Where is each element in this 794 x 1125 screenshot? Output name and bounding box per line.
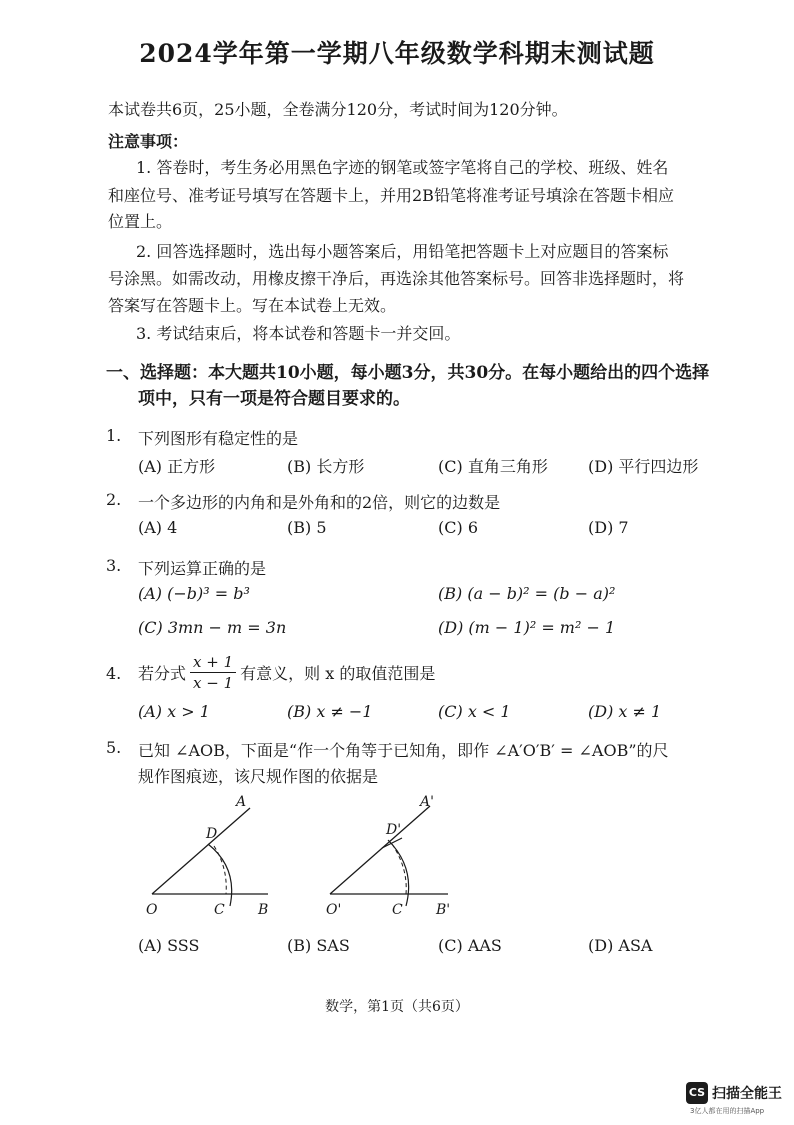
section-1-heading-line-2: 项中，只有一项是符合题目要求的。 (138, 389, 410, 409)
page-footer: 数学，第1页（共6页） (325, 999, 469, 1015)
question-4-fraction (190, 653, 236, 692)
question-2-stem: 一个多边形的内角和是外角和的2倍，则它的边数是 (138, 493, 501, 512)
question-3-option-d: (D) (m − 1)² = m² − 1 (438, 618, 616, 637)
question-2-option-c: (C) 6 (438, 518, 478, 537)
figure-angle-a-prime-o-prime-b-prime (326, 794, 450, 918)
question-4-option-a: (A) x > 1 (138, 702, 210, 721)
label-o-prime: O' (326, 902, 342, 918)
dashed-arc (214, 846, 226, 894)
dashed-arc-prime (392, 844, 406, 894)
label-b: B (258, 902, 269, 918)
question-1-option-b: (B) 长方形 (287, 457, 365, 476)
fraction-denominator: x − 1 (193, 673, 234, 692)
ray-oa (152, 808, 250, 894)
question-3-number: 3. (106, 556, 122, 575)
exam-intro: 本试卷共6页，25小题，全卷满分120分，考试时间为120分钟。 (108, 100, 568, 119)
question-4-stem-prefix: 若分式 (138, 663, 187, 683)
notice-2-line-3: 答案写在答题卡上。写在本试卷上无效。 (108, 296, 397, 315)
section-1-heading-line-1: 一、选择题：本大题共10小题，每小题3分，共30分。在每小题给出的四个选择 (106, 363, 710, 383)
question-3-stem: 下列运算正确的是 (138, 559, 267, 578)
label-c-prime: C (392, 902, 403, 918)
page-title: 2024学年第一学期八年级数学科期末测试题 (139, 39, 655, 68)
question-3-option-a: (A) (−b)³ = b³ (138, 584, 250, 603)
question-5-option-a: (A) SSS (138, 936, 200, 955)
question-1-option-c: (C) 直角三角形 (438, 457, 548, 476)
question-1-option-d: (D) 平行四边形 (588, 457, 699, 476)
label-c: C (214, 902, 225, 918)
label-d: D (206, 826, 218, 842)
question-5-option-c: (C) AAS (438, 936, 502, 955)
question-4-option-d: (D) x ≠ 1 (588, 702, 662, 721)
notice-1-line-1: 1. 答卷时，考生务必用黑色字迹的钢笔或签字笔将自己的学校、班级、姓名 (136, 158, 669, 177)
question-1-option-a: (A) 正方形 (138, 457, 216, 476)
question-5-option-b: (B) SAS (287, 936, 350, 955)
label-o: O (146, 902, 158, 918)
question-1-stem: 下列图形有稳定性的是 (138, 429, 299, 448)
notice-1-line-2: 和座位号、准考证号填写在答题卡上，并用2B铅笔将准考证号填涂在答题卡相应 (108, 186, 674, 205)
question-5-option-d: (D) ASA (588, 936, 653, 955)
question-4-option-c: (C) x < 1 (438, 702, 511, 721)
construction-arc-prime (388, 840, 409, 906)
question-5-number: 5. (106, 738, 122, 757)
question-2-option-b: (B) 5 (287, 518, 327, 537)
fraction-numerator: x + 1 (190, 653, 236, 673)
question-5-stem-line-2: 规作图痕迹，该尺规作图的依据是 (138, 767, 379, 786)
question-4-number: 4. (106, 664, 122, 683)
notice-3-line-1: 3. 考试结束后，将本试卷和答题卡一并交回。 (136, 324, 461, 343)
question-3-option-c: (C) 3mn − m = 3n (138, 618, 287, 637)
ray-o-prime-a-prime (330, 806, 430, 894)
question-5-stem-line-1: 已知 ∠AOB，下面是“作一个角等于已知角，即作 ∠A′O′B′ = ∠AOB”的尺 (138, 741, 669, 760)
question-3-option-b: (B) (a − b)² = (b − a)² (438, 584, 616, 603)
question-1-number: 1. (106, 426, 122, 445)
question-2-option-d: (D) 7 (588, 518, 629, 537)
label-a: A (236, 794, 247, 810)
question-2-number: 2. (106, 490, 122, 509)
construction-arc (208, 844, 232, 906)
label-a-prime: A' (420, 794, 434, 810)
scanner-tagline: 3亿人都在用的扫描App (690, 1107, 765, 1115)
scanner-app-name: 扫描全能王 (712, 1086, 782, 1102)
notice-2-line-2: 号涂黑。如需改动，用橡皮擦干净后，再选涂其他答案标号。回答非选择题时，将 (108, 269, 685, 288)
question-4-stem (138, 650, 435, 694)
angle-construction-figures (130, 788, 610, 920)
notice-1-line-3: 位置上。 (108, 212, 173, 231)
label-b-prime: B' (436, 902, 451, 918)
question-4-option-b: (B) x ≠ −1 (287, 702, 373, 721)
label-d-prime: D' (386, 822, 402, 838)
notice-heading: 注意事项： (108, 132, 189, 151)
question-2-option-a: (A) 4 (138, 518, 178, 537)
figure-angle-aob (146, 794, 268, 918)
notice-2-line-1: 2. 回答选择题时，选出每小题答案后，用铅笔把答题卡上对应题目的答案标 (136, 242, 669, 261)
question-4-stem-suffix: 有意义，则 x 的取值范围是 (240, 663, 436, 683)
scanner-logo-badge: CS (686, 1082, 708, 1104)
